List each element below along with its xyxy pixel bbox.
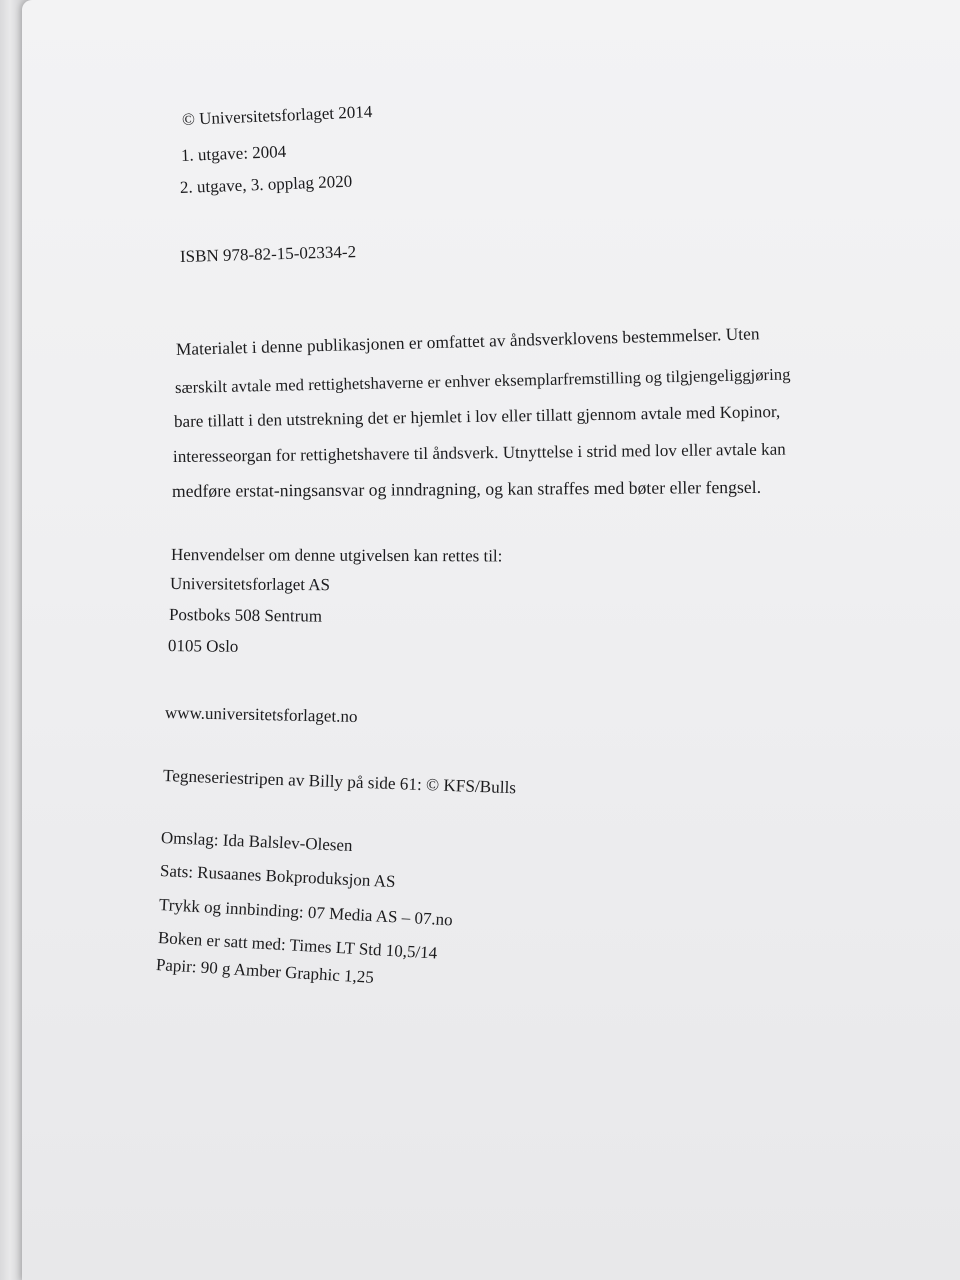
comic-credit: Tegneseriestripen av Billy på side 61: © KFS/Bulls — [162, 766, 517, 798]
first-edition-line: 1. utgave: 2004 — [180, 141, 287, 165]
notice-line: særskilt avtale med rettighetshaverne er enhver eksemplarfremstilling og tilgjengeliggjøring — [174, 364, 791, 397]
credit-printing: Trykk og innbinding: 07 Media AS – 07.no — [158, 895, 454, 930]
publisher-address: Postboks 508 Sentrum — [168, 605, 323, 626]
credit-cover: Omslag: Ida Balslev-Olesen — [160, 828, 353, 856]
credit-typesetting: Sats: Rusaanes Bokproduksjon AS — [159, 861, 396, 892]
credit-paper: Papir: 90 g Amber Graphic 1,25 — [155, 955, 375, 987]
notice-line: medføre erstat-ningsansvar og inndragning, og kan straffes med bøter eller fengsel. — [171, 476, 762, 501]
publisher-website: www.universitetsforlaget.no — [164, 703, 358, 727]
second-edition-line: 2. utgave, 3. opplag 2020 — [179, 171, 353, 197]
isbn: ISBN 978-82-15-02334-2 — [179, 242, 357, 266]
contact-intro: Henvendelser om denne utgivelsen kan rettes til: — [170, 545, 503, 566]
copyright-line: © Universitetsforlaget 2014 — [181, 102, 373, 129]
notice-line: Materialet i denne publikasjonen er omfattet av åndsverklovens bestemmelser. Uten — [175, 324, 760, 359]
credit-typeface: Boken er satt med: Times LT Std 10,5/14 — [157, 928, 438, 963]
publisher-name: Universitetsforlaget AS — [169, 574, 331, 595]
notice-line: interesseorgan for rettighetshavere til åndsverk. Utnyttelse i strid med lov eller avtale kan — [172, 439, 786, 466]
publisher-city: 0105 Oslo — [167, 636, 239, 656]
notice-line: bare tillatt i den utstrekning det er hjemlet i lov eller tillatt gjennom avtale med Kopinor, — [173, 401, 781, 431]
